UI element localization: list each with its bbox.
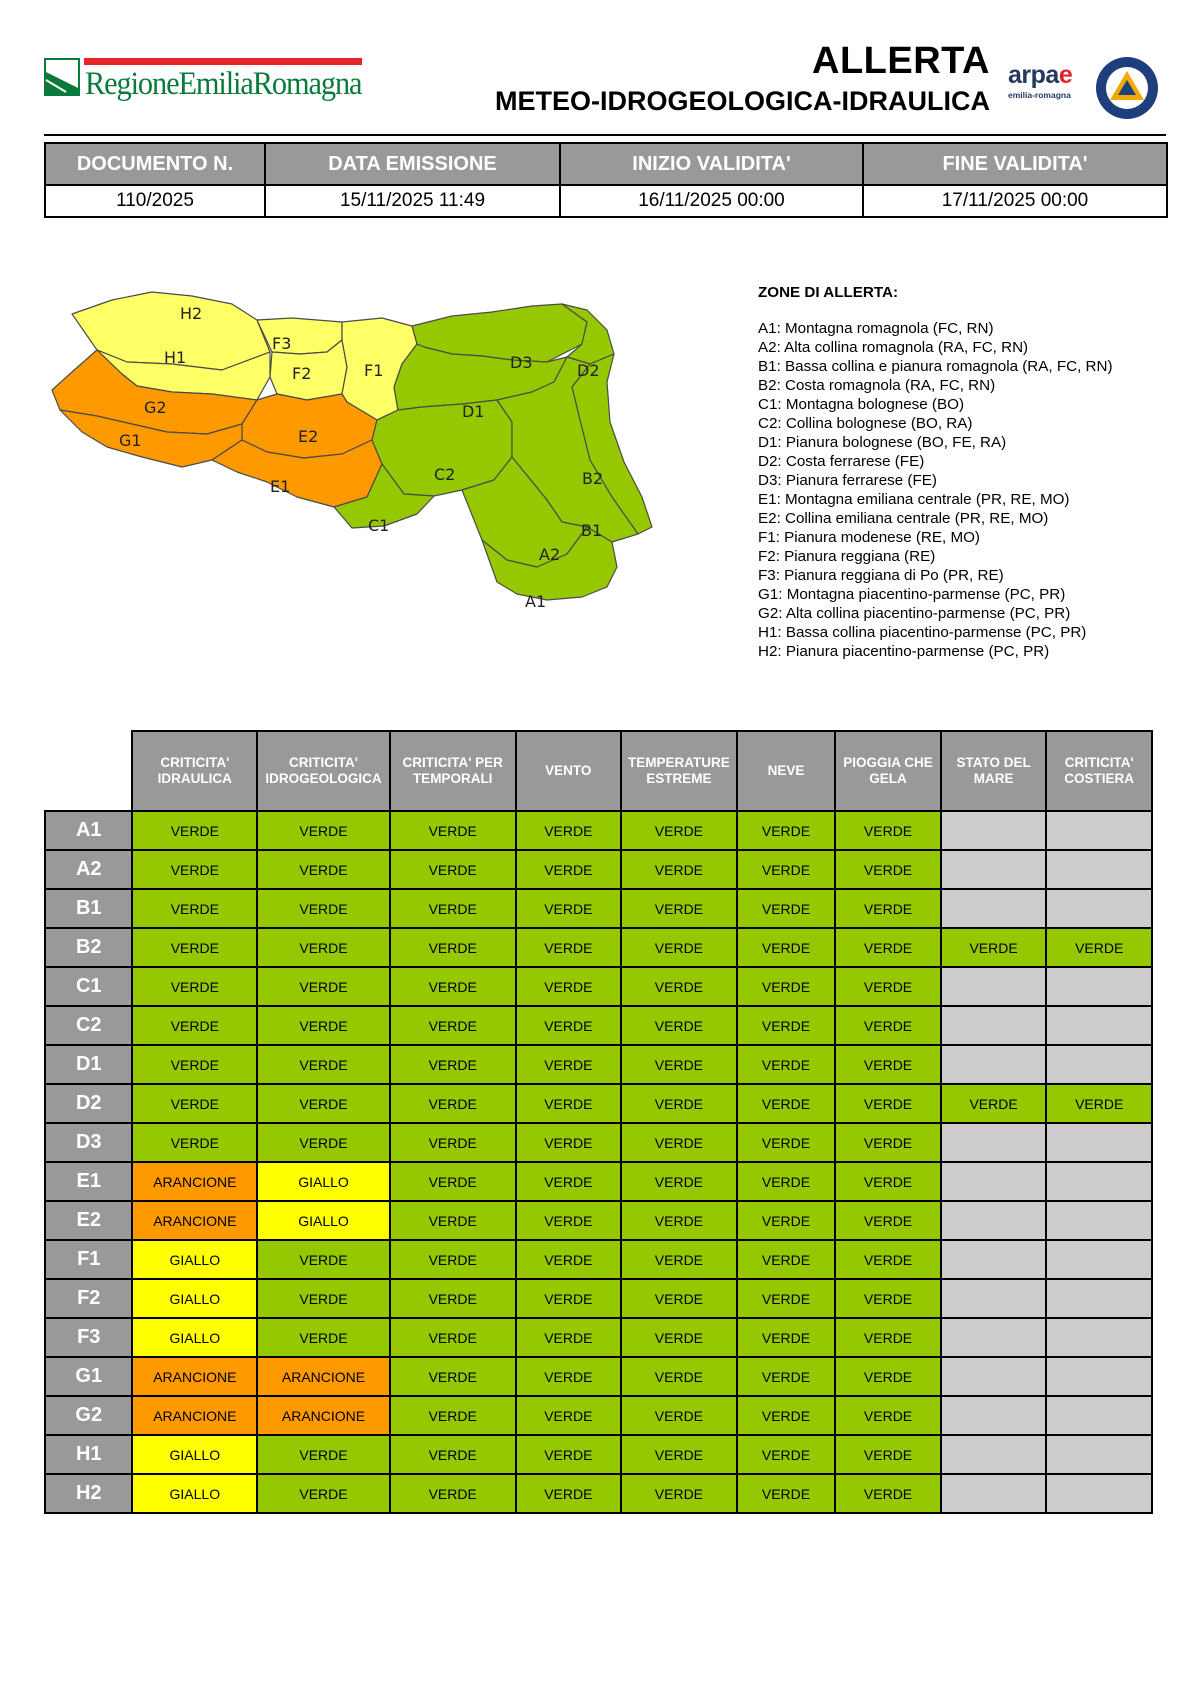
alert-level-cell: VERDE xyxy=(516,850,622,889)
not-applicable-cell xyxy=(941,1045,1047,1084)
alert-level-cell: VERDE xyxy=(835,1201,941,1240)
alert-level-cell: VERDE xyxy=(621,850,737,889)
zone-code: G2 xyxy=(45,1396,132,1435)
map-label-h1: H1 xyxy=(164,348,187,367)
legend-list xyxy=(758,319,1178,661)
zone-code: A1 xyxy=(45,811,132,850)
alert-level-cell: VERDE xyxy=(257,1084,390,1123)
alert-level-cell: VERDE xyxy=(737,889,836,928)
table-row xyxy=(45,1318,1152,1357)
alert-level-cell: VERDE xyxy=(390,1279,516,1318)
not-applicable-cell xyxy=(941,1279,1047,1318)
zone-code: A2 xyxy=(45,850,132,889)
legend-item: C2: Collina bolognese (BO, RA) xyxy=(758,415,973,432)
legend-item: D2: Costa ferrarese (FE) xyxy=(758,453,925,470)
not-applicable-cell xyxy=(941,889,1047,928)
alert-level-cell: VERDE xyxy=(516,1318,622,1357)
legend-item: F3: Pianura reggiana di Po (PR, RE) xyxy=(758,567,1004,584)
alert-level-cell: VERDE xyxy=(621,811,737,850)
document-info-table xyxy=(44,142,1168,218)
table-row xyxy=(45,1240,1152,1279)
column-header: STATO DEL MARE xyxy=(941,731,1047,811)
legend-title: ZONE DI ALLERTA: xyxy=(758,284,899,301)
map-label-d1: D1 xyxy=(462,402,485,421)
not-applicable-cell xyxy=(941,1240,1047,1279)
alert-level-cell: VERDE xyxy=(621,1357,737,1396)
alert-level-cell: VERDE xyxy=(516,1162,622,1201)
civil-protection-logo xyxy=(1094,55,1160,121)
alert-level-cell: VERDE xyxy=(621,928,737,967)
zone-code: D3 xyxy=(45,1123,132,1162)
alert-level-cell: VERDE xyxy=(257,850,390,889)
alert-level-cell: VERDE xyxy=(737,811,836,850)
alert-level-cell: VERDE xyxy=(390,967,516,1006)
zone-F3 xyxy=(257,318,342,354)
map-label-c2: C2 xyxy=(434,465,456,484)
alert-level-cell: VERDE xyxy=(835,1240,941,1279)
zone-code: D1 xyxy=(45,1045,132,1084)
alert-level-cell: VERDE xyxy=(257,1240,390,1279)
alert-level-cell: VERDE xyxy=(621,889,737,928)
arpae-logo-accent: e xyxy=(1058,61,1073,89)
alert-level-cell: VERDE xyxy=(737,967,836,1006)
region-logo-bar xyxy=(84,58,362,65)
arpae-logo-sub: emilia-romagna xyxy=(1008,90,1071,100)
alert-level-cell: VERDE xyxy=(516,1045,622,1084)
alert-level-cell: VERDE xyxy=(737,1240,836,1279)
column-header: PIOGGIA CHE GELA xyxy=(835,731,941,811)
validity-end-header: FINE VALIDITA' xyxy=(863,143,1167,185)
column-header: CRITICITA' IDRAULICA xyxy=(132,731,257,811)
validity-start-header: INIZIO VALIDITA' xyxy=(560,143,863,185)
alert-level-cell: VERDE xyxy=(737,1279,836,1318)
not-applicable-cell xyxy=(941,1435,1047,1474)
alert-level-cell: VERDE xyxy=(390,1396,516,1435)
not-applicable-cell xyxy=(941,811,1047,850)
alert-level-cell: VERDE xyxy=(835,1084,941,1123)
map-label-h2: H2 xyxy=(180,304,203,323)
alert-level-cell: VERDE xyxy=(621,1435,737,1474)
alert-level-cell: VERDE xyxy=(621,1084,737,1123)
alert-level-cell: VERDE xyxy=(516,1435,622,1474)
not-applicable-cell xyxy=(941,1318,1047,1357)
alert-level-cell: ARANCIONE xyxy=(132,1396,257,1435)
alert-level-cell: VERDE xyxy=(257,1279,390,1318)
alert-level-cell: VERDE xyxy=(737,1045,836,1084)
not-applicable-cell xyxy=(1046,811,1152,850)
zone-code: F1 xyxy=(45,1240,132,1279)
alert-level-cell: VERDE xyxy=(390,811,516,850)
alert-level-cell: VERDE xyxy=(737,928,836,967)
alert-level-cell: ARANCIONE xyxy=(257,1396,390,1435)
alert-level-cell: VERDE xyxy=(390,928,516,967)
alert-level-cell: VERDE xyxy=(621,1279,737,1318)
alert-level-cell: GIALLO xyxy=(132,1318,257,1357)
header-divider xyxy=(44,134,1166,136)
alert-level-cell: VERDE xyxy=(390,1201,516,1240)
column-header: CRITICITA' COSTIERA xyxy=(1046,731,1152,811)
alert-level-cell: VERDE xyxy=(257,1474,390,1513)
zone-code: B2 xyxy=(45,928,132,967)
alert-level-cell: GIALLO xyxy=(132,1279,257,1318)
not-applicable-cell xyxy=(1046,1162,1152,1201)
arpae-logo-word: arpa xyxy=(1008,61,1059,89)
map-label-g1: G1 xyxy=(119,431,142,450)
not-applicable-cell xyxy=(1046,1318,1152,1357)
zone-code: F3 xyxy=(45,1318,132,1357)
alert-level-cell: VERDE xyxy=(390,1084,516,1123)
not-applicable-cell xyxy=(1046,1240,1152,1279)
map-label-a2: A2 xyxy=(539,545,561,564)
alert-level-cell: VERDE xyxy=(132,928,257,967)
not-applicable-cell xyxy=(941,850,1047,889)
alert-level-cell: VERDE xyxy=(516,811,622,850)
alert-level-cell: VERDE xyxy=(835,1474,941,1513)
alert-level-cell: VERDE xyxy=(516,1123,622,1162)
alert-level-cell: VERDE xyxy=(132,1006,257,1045)
alert-level-cell: VERDE xyxy=(390,1474,516,1513)
alert-level-cell: VERDE xyxy=(737,1474,836,1513)
alert-level-cell: VERDE xyxy=(835,1318,941,1357)
alert-level-cell: VERDE xyxy=(132,967,257,1006)
alert-level-cell: VERDE xyxy=(257,1006,390,1045)
table-row xyxy=(45,1084,1152,1123)
alert-level-cell: VERDE xyxy=(835,850,941,889)
alert-level-cell: VERDE xyxy=(1046,928,1152,967)
alert-level-cell: VERDE xyxy=(257,967,390,1006)
alert-level-cell: VERDE xyxy=(621,1474,737,1513)
not-applicable-cell xyxy=(1046,1045,1152,1084)
alert-level-cell: VERDE xyxy=(621,1045,737,1084)
table-corner xyxy=(45,731,132,811)
zone-code: H1 xyxy=(45,1435,132,1474)
table-row xyxy=(45,1396,1152,1435)
legend-item: H2: Pianura piacentino-parmense (PC, PR) xyxy=(758,643,1050,660)
column-header: NEVE xyxy=(737,731,836,811)
table-row xyxy=(45,1201,1152,1240)
alert-level-cell: VERDE xyxy=(737,1396,836,1435)
alert-level-cell: VERDE xyxy=(516,889,622,928)
issue-date-value: 15/11/2025 11:49 xyxy=(265,185,560,217)
not-applicable-cell xyxy=(941,967,1047,1006)
alert-level-cell: VERDE xyxy=(390,1357,516,1396)
table-row xyxy=(45,928,1152,967)
alert-level-cell: VERDE xyxy=(621,967,737,1006)
alert-level-cell: VERDE xyxy=(835,1279,941,1318)
not-applicable-cell xyxy=(1046,889,1152,928)
table-row xyxy=(45,1162,1152,1201)
issue-date-header: DATA EMISSIONE xyxy=(265,143,560,185)
alert-level-cell: VERDE xyxy=(941,928,1047,967)
alert-level-cell: VERDE xyxy=(1046,1084,1152,1123)
zone-code: F2 xyxy=(45,1279,132,1318)
legend-item: F2: Pianura reggiana (RE) xyxy=(758,548,936,565)
legend-item: C1: Montagna bolognese (BO) xyxy=(758,396,964,413)
alert-level-cell: VERDE xyxy=(390,1045,516,1084)
map-label-c1: C1 xyxy=(368,516,390,535)
not-applicable-cell xyxy=(941,1201,1047,1240)
alert-level-cell: VERDE xyxy=(516,1240,622,1279)
alert-level-cell: VERDE xyxy=(390,889,516,928)
alert-level-cell: GIALLO xyxy=(132,1240,257,1279)
map-label-f3: F3 xyxy=(272,334,292,353)
alert-level-cell: VERDE xyxy=(737,1435,836,1474)
zone-code: B1 xyxy=(45,889,132,928)
not-applicable-cell xyxy=(1046,1123,1152,1162)
map-label-a1: A1 xyxy=(525,592,547,611)
map-label-f2: F2 xyxy=(292,364,312,383)
alert-level-cell: VERDE xyxy=(737,1123,836,1162)
table-row xyxy=(45,1435,1152,1474)
alert-level-cell: VERDE xyxy=(390,1162,516,1201)
table-row xyxy=(45,967,1152,1006)
alert-level-cell: VERDE xyxy=(737,1006,836,1045)
region-logo xyxy=(44,55,364,111)
not-applicable-cell xyxy=(1046,1006,1152,1045)
validity-start-value: 16/11/2025 00:00 xyxy=(560,185,863,217)
table-row xyxy=(45,1357,1152,1396)
alert-level-cell: VERDE xyxy=(516,928,622,967)
not-applicable-cell xyxy=(1046,1474,1152,1513)
not-applicable-cell xyxy=(1046,1435,1152,1474)
column-header: TEMPERATURE ESTREME xyxy=(621,731,737,811)
legend-item: F1: Pianura modenese (RE, MO) xyxy=(758,529,980,546)
alert-level-cell: VERDE xyxy=(516,967,622,1006)
column-header: CRITICITA' PER TEMPORALI xyxy=(390,731,516,811)
alert-level-cell: GIALLO xyxy=(257,1162,390,1201)
alert-level-cell: VERDE xyxy=(516,1279,622,1318)
alert-level-cell: VERDE xyxy=(257,1123,390,1162)
alert-level-cell: VERDE xyxy=(516,1357,622,1396)
alert-level-cell: VERDE xyxy=(737,1201,836,1240)
alert-level-cell: VERDE xyxy=(835,1045,941,1084)
alert-level-cell: VERDE xyxy=(621,1123,737,1162)
alert-level-cell: VERDE xyxy=(257,928,390,967)
legend-item: E2: Collina emiliana centrale (PR, RE, MO) xyxy=(758,510,1049,527)
doc-number-header: DOCUMENTO N. xyxy=(45,143,265,185)
arpae-logo xyxy=(1008,62,1088,107)
not-applicable-cell xyxy=(941,1006,1047,1045)
alert-level-cell: VERDE xyxy=(390,1240,516,1279)
alert-level-cell: VERDE xyxy=(621,1396,737,1435)
alert-level-cell: VERDE xyxy=(835,928,941,967)
page-title: ALLERTA xyxy=(812,40,990,82)
alert-level-cell: VERDE xyxy=(257,811,390,850)
alert-level-cell: ARANCIONE xyxy=(257,1357,390,1396)
alert-level-cell: GIALLO xyxy=(132,1474,257,1513)
alert-level-cell: VERDE xyxy=(390,1006,516,1045)
alert-level-cell: VERDE xyxy=(621,1240,737,1279)
alert-level-cell: VERDE xyxy=(835,1123,941,1162)
alert-level-cell: VERDE xyxy=(621,1318,737,1357)
not-applicable-cell xyxy=(941,1162,1047,1201)
alert-level-cell: VERDE xyxy=(390,1123,516,1162)
alert-level-cell: VERDE xyxy=(132,811,257,850)
not-applicable-cell xyxy=(941,1396,1047,1435)
map-label-d3: D3 xyxy=(510,353,533,372)
table-row xyxy=(45,1123,1152,1162)
alert-level-cell: VERDE xyxy=(257,1318,390,1357)
not-applicable-cell xyxy=(941,1123,1047,1162)
zone-code: G1 xyxy=(45,1357,132,1396)
alert-level-cell: VERDE xyxy=(390,1318,516,1357)
alert-level-cell: VERDE xyxy=(132,1045,257,1084)
legend-item: H1: Bassa collina piacentino-parmense (PC, PR) xyxy=(758,624,1087,641)
alert-level-cell: VERDE xyxy=(737,850,836,889)
alert-level-cell: ARANCIONE xyxy=(132,1162,257,1201)
validity-end-value: 17/11/2025 00:00 xyxy=(863,185,1167,217)
alert-level-cell: VERDE xyxy=(516,1006,622,1045)
alert-level-cell: VERDE xyxy=(621,1201,737,1240)
doc-number-value: 110/2025 xyxy=(45,185,265,217)
table-row xyxy=(45,1006,1152,1045)
column-header: VENTO xyxy=(516,731,622,811)
alert-level-cell: VERDE xyxy=(835,1435,941,1474)
alert-level-cell: VERDE xyxy=(516,1201,622,1240)
alert-level-cell: VERDE xyxy=(835,811,941,850)
map-label-b2: B2 xyxy=(582,469,604,488)
region-logo-text: RegioneEmiliaRomagna xyxy=(85,66,362,102)
alert-zone-map xyxy=(42,282,742,692)
alert-level-cell: VERDE xyxy=(835,889,941,928)
legend-item: B2: Costa romagnola (RA, FC, RN) xyxy=(758,377,996,394)
alert-table xyxy=(44,730,1153,1514)
table-row xyxy=(45,1045,1152,1084)
table-row xyxy=(45,889,1152,928)
alert-level-cell: VERDE xyxy=(621,1006,737,1045)
column-header: CRITICITA' IDROGEOLOGICA xyxy=(257,731,390,811)
alert-level-cell: VERDE xyxy=(132,889,257,928)
region-logo-icon xyxy=(44,58,80,98)
alert-level-cell: VERDE xyxy=(835,967,941,1006)
page-subtitle: METEO-IDROGEOLOGICA-IDRAULICA xyxy=(495,86,990,116)
map-label-d2: D2 xyxy=(577,361,600,380)
alert-level-cell: VERDE xyxy=(835,1357,941,1396)
zone-code: E1 xyxy=(45,1162,132,1201)
alert-level-cell: GIALLO xyxy=(257,1201,390,1240)
table-row xyxy=(45,811,1152,850)
map-label-e1: E1 xyxy=(270,477,291,496)
zone-code: H2 xyxy=(45,1474,132,1513)
alert-level-cell: VERDE xyxy=(132,850,257,889)
map-label-f1: F1 xyxy=(364,361,384,380)
zone-code: C1 xyxy=(45,967,132,1006)
alert-level-cell: VERDE xyxy=(516,1396,622,1435)
alert-level-cell: VERDE xyxy=(516,1084,622,1123)
alert-level-cell: VERDE xyxy=(132,1084,257,1123)
map-label-b1: B1 xyxy=(581,521,603,540)
alert-level-cell: VERDE xyxy=(835,1162,941,1201)
legend-item: E1: Montagna emiliana centrale (PR, RE, MO) xyxy=(758,491,1070,508)
map-label-e2: E2 xyxy=(298,427,319,446)
alert-level-cell: VERDE xyxy=(835,1396,941,1435)
alert-level-cell: VERDE xyxy=(390,850,516,889)
legend-item: A2: Alta collina romagnola (RA, FC, RN) xyxy=(758,339,1029,356)
alert-level-cell: VERDE xyxy=(390,1435,516,1474)
legend-item: G1: Montagna piacentino-parmense (PC, PR) xyxy=(758,586,1066,603)
zone-code: E2 xyxy=(45,1201,132,1240)
alert-level-cell: ARANCIONE xyxy=(132,1357,257,1396)
legend-item: G2: Alta collina piacentino-parmense (PC, PR) xyxy=(758,605,1071,622)
alert-level-cell: VERDE xyxy=(737,1357,836,1396)
alert-level-cell: VERDE xyxy=(737,1318,836,1357)
not-applicable-cell xyxy=(1046,1396,1152,1435)
alert-level-cell: VERDE xyxy=(737,1162,836,1201)
table-row xyxy=(45,850,1152,889)
zone-code: C2 xyxy=(45,1006,132,1045)
not-applicable-cell xyxy=(1046,1201,1152,1240)
legend-item: B1: Bassa collina e pianura romagnola (RA, FC, RN) xyxy=(758,358,1113,375)
alert-level-cell: GIALLO xyxy=(132,1435,257,1474)
not-applicable-cell xyxy=(1046,1357,1152,1396)
alert-level-cell: VERDE xyxy=(132,1123,257,1162)
legend-item: A1: Montagna romagnola (FC, RN) xyxy=(758,320,994,337)
not-applicable-cell xyxy=(1046,850,1152,889)
alert-level-cell: VERDE xyxy=(257,889,390,928)
legend-item: D3: Pianura ferrarese (FE) xyxy=(758,472,937,489)
alert-level-cell: VERDE xyxy=(941,1084,1047,1123)
alert-level-cell: VERDE xyxy=(835,1006,941,1045)
map-label-g2: G2 xyxy=(144,398,167,417)
alert-level-cell: ARANCIONE xyxy=(132,1201,257,1240)
table-row xyxy=(45,1474,1152,1513)
legend-item: D1: Pianura bolognese (BO, FE, RA) xyxy=(758,434,1007,451)
alert-level-cell: VERDE xyxy=(257,1045,390,1084)
table-row xyxy=(45,1279,1152,1318)
not-applicable-cell xyxy=(941,1357,1047,1396)
not-applicable-cell xyxy=(1046,1279,1152,1318)
not-applicable-cell xyxy=(1046,967,1152,1006)
not-applicable-cell xyxy=(941,1474,1047,1513)
alert-level-cell: VERDE xyxy=(257,1435,390,1474)
zone-code: D2 xyxy=(45,1084,132,1123)
alert-level-cell: VERDE xyxy=(737,1084,836,1123)
alert-level-cell: VERDE xyxy=(516,1474,622,1513)
zone-legend xyxy=(758,283,1178,661)
alert-level-cell: VERDE xyxy=(621,1162,737,1201)
